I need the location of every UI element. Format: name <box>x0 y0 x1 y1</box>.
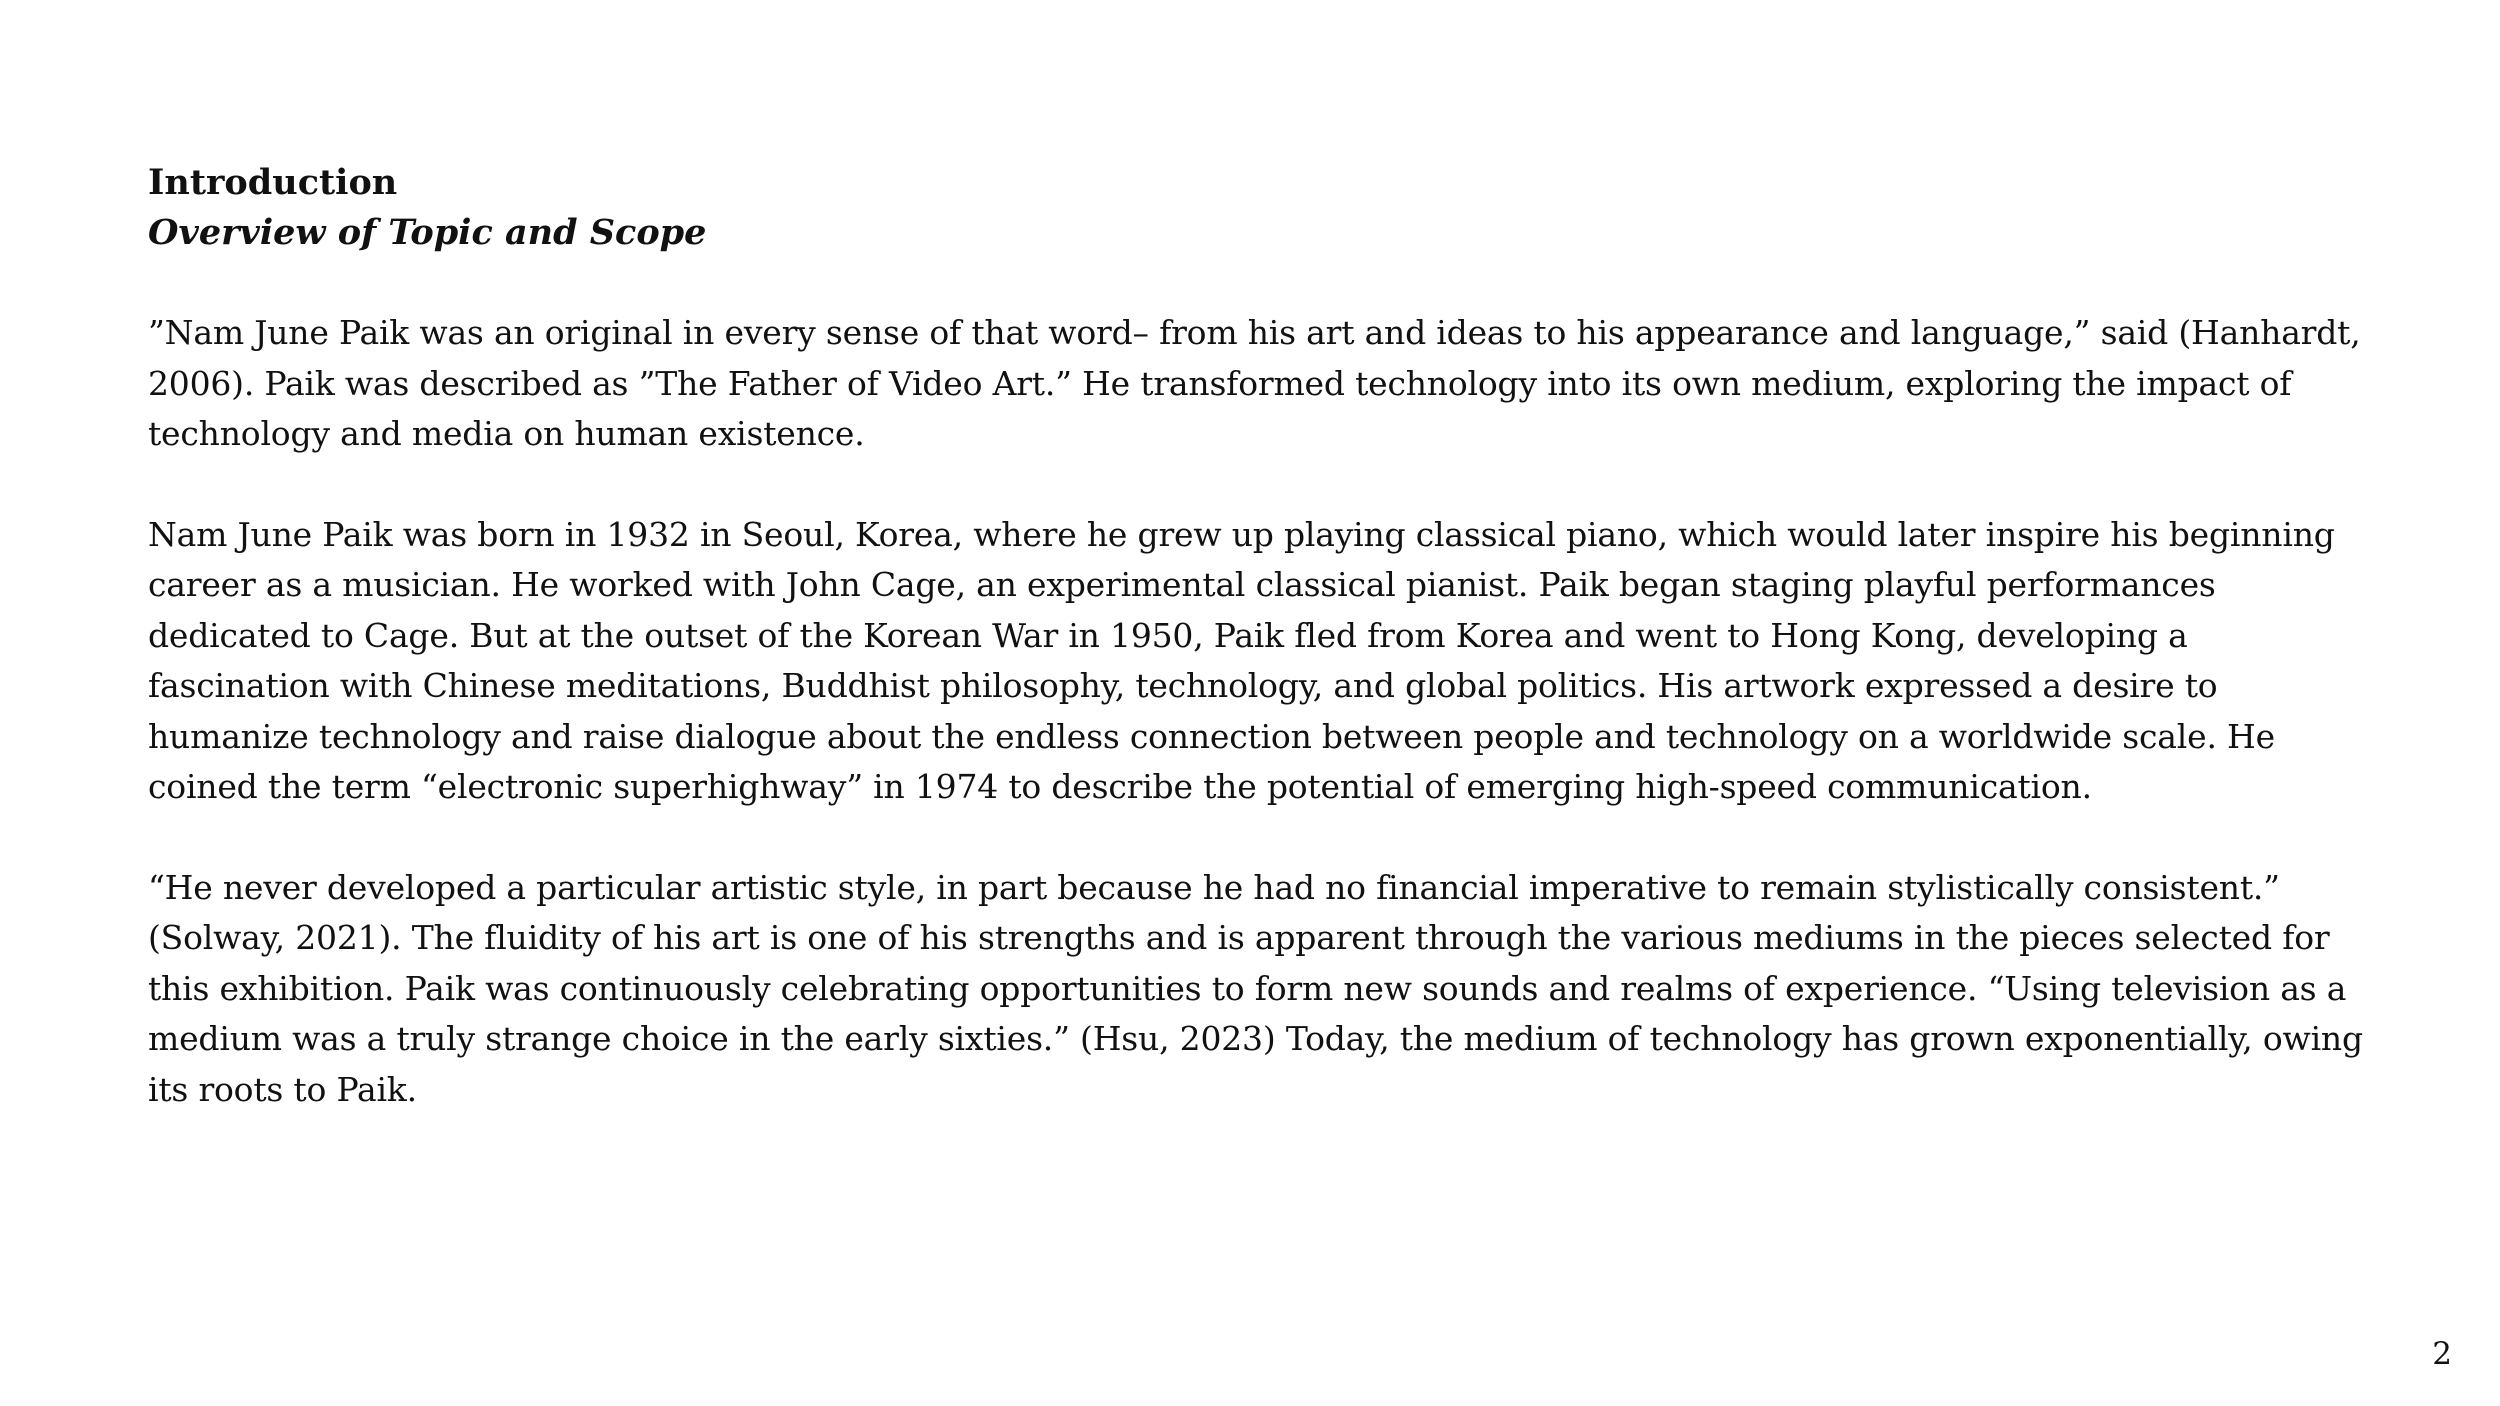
page-number: 2 <box>2432 1336 2452 1372</box>
section-subheading: Overview of Topic and Scope <box>148 212 707 253</box>
paragraph-biography: Nam June Paik was born in 1932 in Seoul, Korea, where he grew up playing classical piano, which would later inspire his beginning career as a musician. He worked with John Cage, an experimental classical pianist. Paik began staging playful performances dedicated to Cage. But at the outset of the Korean War in 1950, Paik fled from Korea and went to Hong Kong, developing a fascination with Chinese meditations, Buddhist philosophy, technology, and global politics. His artwork expressed a desire to humanize technology and raise dialogue about the endless connection between people and technology on a worldwide scale. He coined the term “electronic superhighway” in 1974 to describe the potential of emerging high-speed communication. <box>148 514 2335 806</box>
document-body <box>148 158 2373 1165</box>
paragraph-intro-quote: ”Nam June Paik was an original in every sense of that word– from his art and ideas to his appearance and language,” said (Hanhardt, 2006). Paik was described as ”The Father of Video Art.” He transformed technology into its own medium, exploring the impact of technology and media on human existence. <box>148 313 2361 453</box>
section-heading: Introduction <box>148 162 398 203</box>
paragraph-artistic-style: “He never developed a particular artistic style, in part because he had no financial imperative to remain stylistically consistent.” (Solway, 2021). The fluidity of his art is one of his strengths and is apparent through the various mediums in the pieces selected for this exhibition. Paik was continuously celebrating opportunities to form new sounds and realms of experience. “Using television as a medium was a truly strange choice in the early sixties.” (Hsu, 2023) Today, the medium of technology has grown exponentially, owing its roots to Paik. <box>148 867 2363 1109</box>
